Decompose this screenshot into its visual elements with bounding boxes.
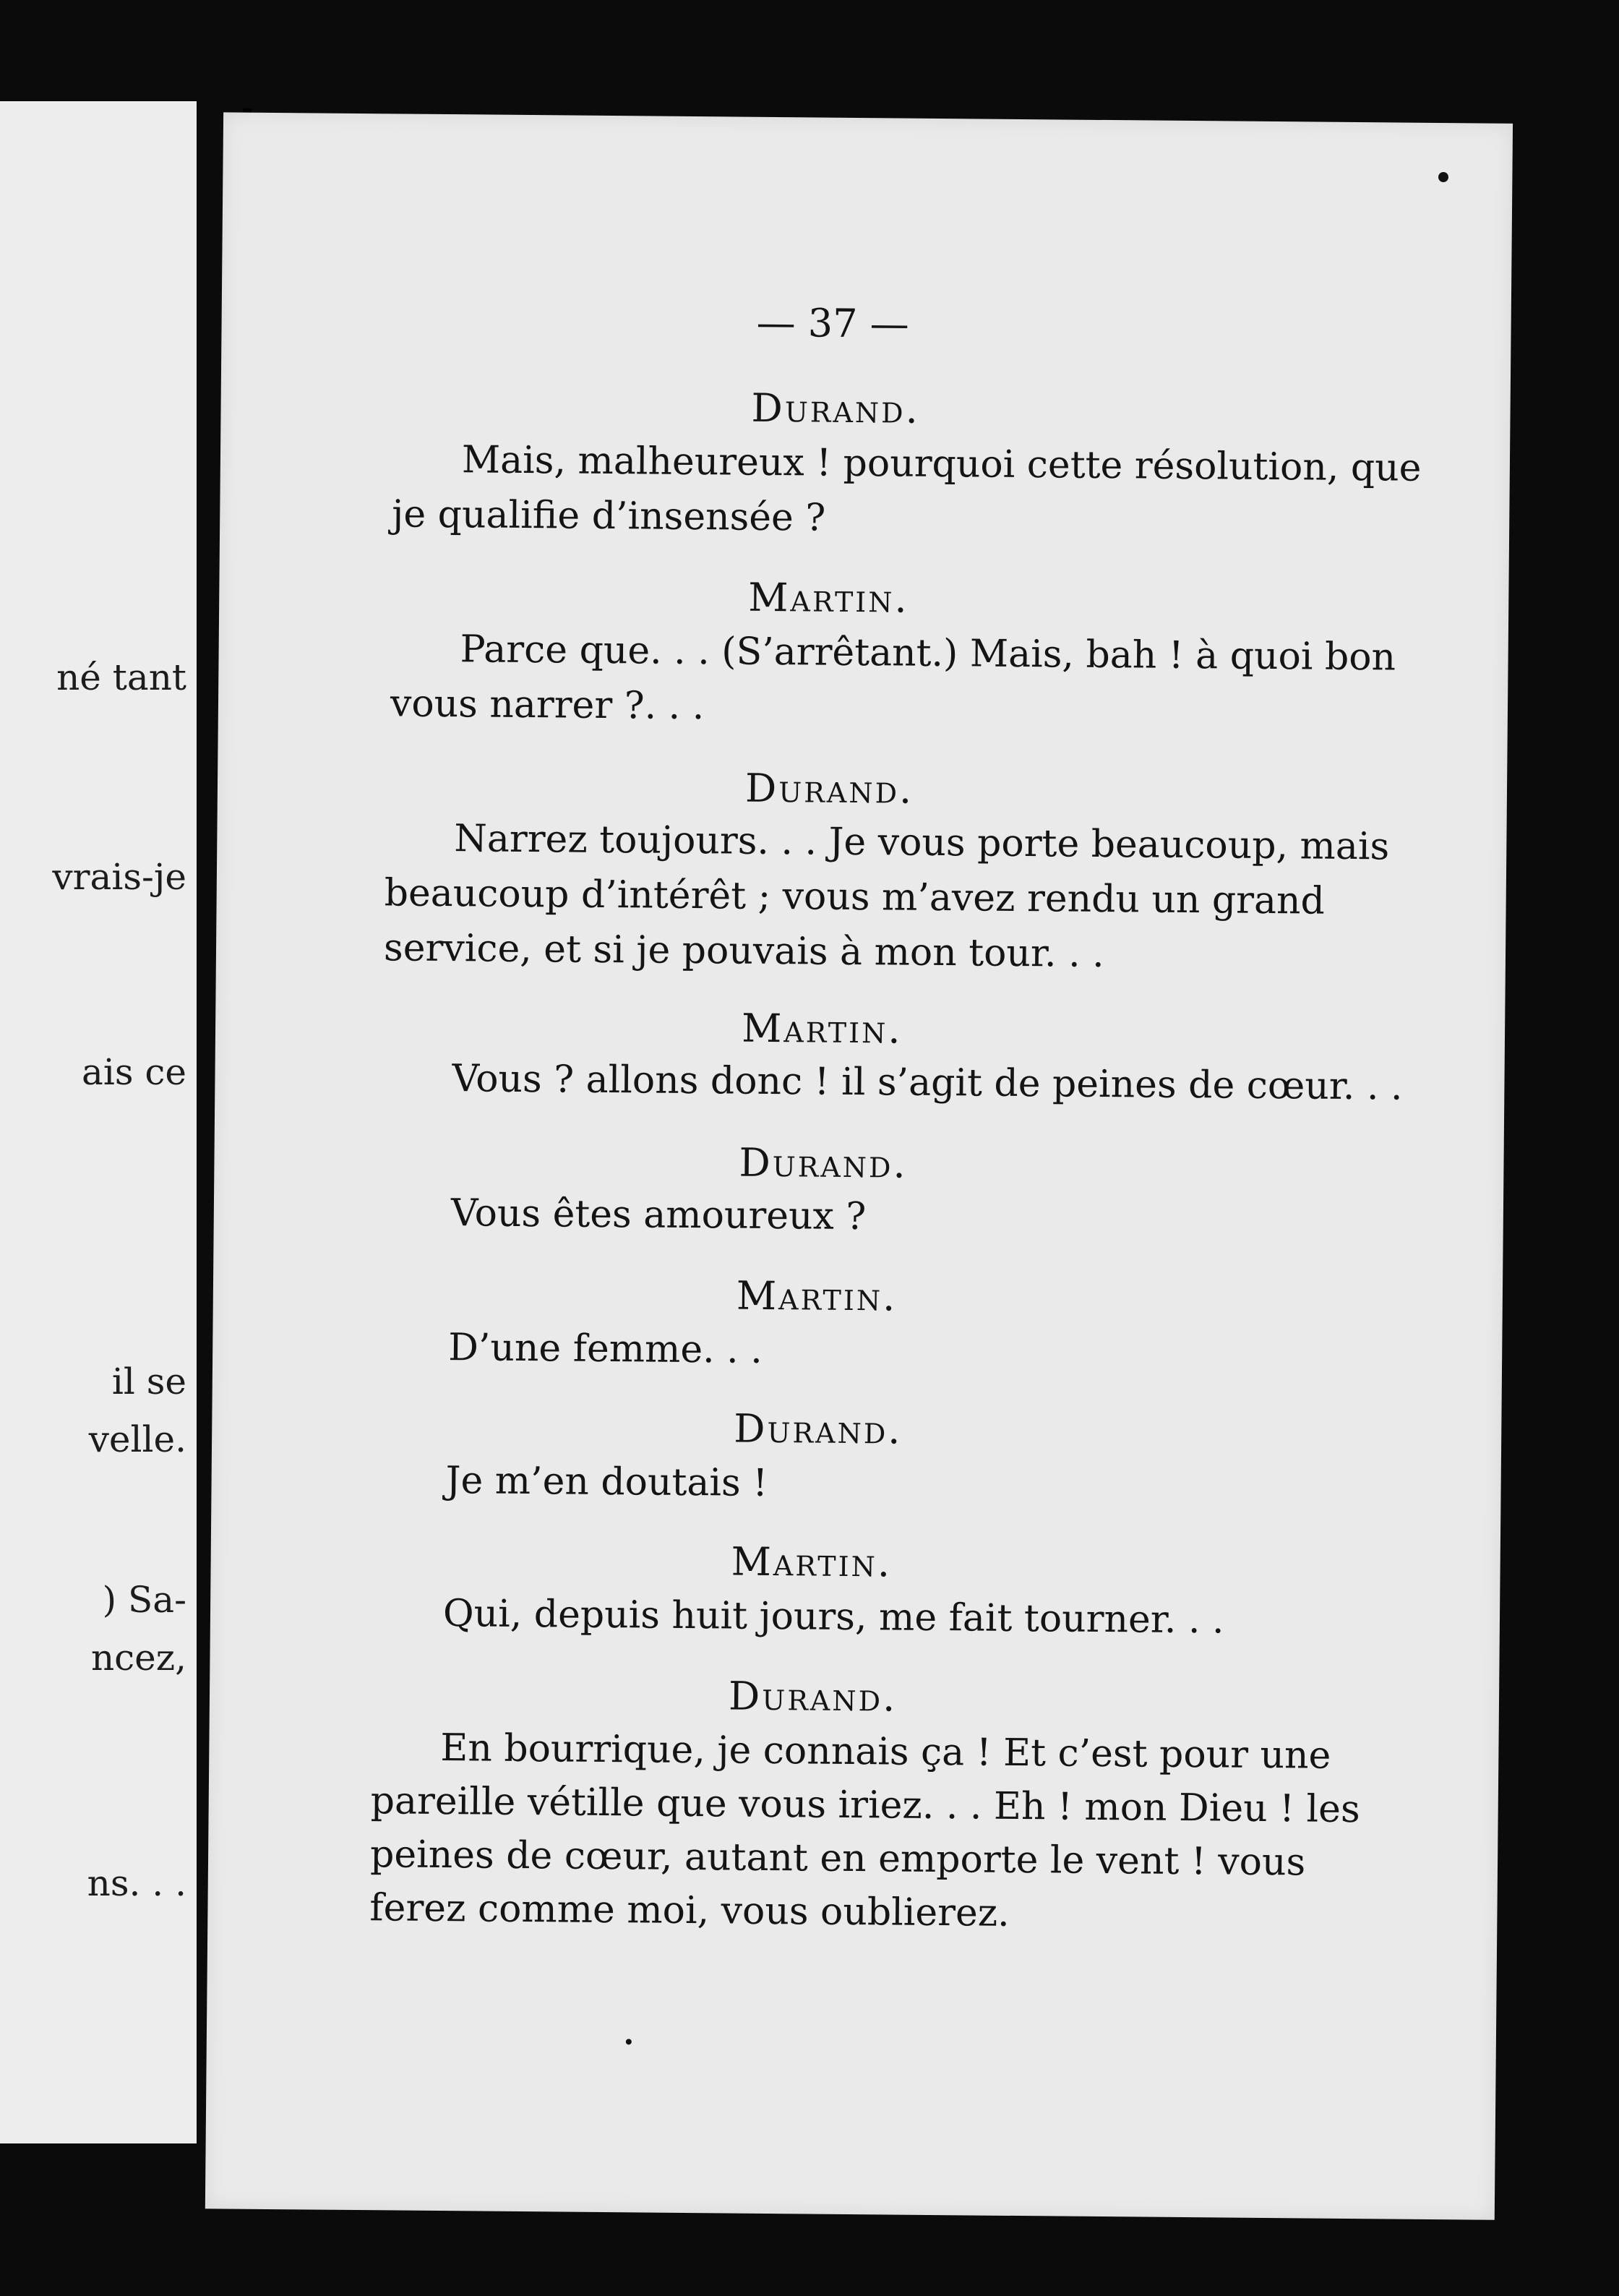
speaker-name: Durand.: [728, 1673, 898, 1721]
speaker-name: Martin.: [736, 1272, 898, 1320]
left-page-line: vrais-je: [52, 856, 186, 898]
speaker-name: Martin.: [741, 1005, 903, 1053]
dialogue-line: D’une femme. . .: [447, 1326, 763, 1372]
dialogue-line: peines de cœur, autant en emporte le vent ! vous: [369, 1833, 1306, 1885]
speaker-name: Durand.: [744, 765, 914, 813]
dialogue-line: Qui, depuis huit jours, me fait tourner. . .: [442, 1592, 1224, 1642]
page-number: — 37 —: [756, 299, 909, 347]
book-page: [205, 112, 1513, 2219]
dialogue-line: Parce que. . . (S’arrêtant.) Mais, bah ! à quoi bon: [460, 627, 1396, 680]
dialogue-line: En bourrique, je connais ça ! Et c’est pour une: [440, 1726, 1331, 1778]
dialogue-line: ferez comme moi, vous oublierez.: [369, 1886, 1010, 1935]
speaker-name: Durand.: [733, 1405, 903, 1453]
speaker-name: Martin.: [748, 574, 910, 622]
dialogue-line: service, et si je pouvais à mon tour. . .: [383, 926, 1104, 977]
speck: [1438, 172, 1448, 182]
previous-page-fragment: [0, 101, 197, 2143]
speaker-name: Martin.: [731, 1538, 893, 1586]
dialogue-line: je qualifie d’insensée ?: [392, 492, 826, 540]
left-page-line: ncez,: [90, 1637, 186, 1679]
dialogue-line: Mais, malheureux ! pourquoi cette résolution, que: [461, 438, 1422, 490]
dialogue-line: Vous êtes amoureux ?: [450, 1191, 867, 1239]
dialogue-line: Je m’en doutais !: [445, 1459, 768, 1505]
left-page-line: il se: [111, 1361, 186, 1402]
left-page-line: velle.: [88, 1418, 186, 1460]
left-page-line: ns. . .: [87, 1862, 186, 1904]
speaker-name: Durand.: [739, 1139, 909, 1187]
left-page-line: ais ce: [82, 1051, 186, 1093]
dialogue-line: Vous ? allons donc ! il s’agit de peines de cœur. . .: [452, 1057, 1403, 1109]
speaker-name: Durand.: [751, 385, 921, 432]
dialogue-line: beaucoup d’intérêt ; vous m’avez rendu un grand: [384, 871, 1326, 923]
dialogue-line: Narrez toujours. . . Je vous porte beaucoup, mais: [454, 817, 1390, 869]
left-page-line: ) Sa-: [102, 1579, 186, 1621]
speck: [626, 2039, 632, 2044]
left-page-line: né tant: [56, 656, 186, 698]
page-content: [205, 112, 1513, 2219]
dialogue-line: vous narrer ?. . .: [390, 682, 705, 729]
dialogue-line: pareille vétille que vous iriez. . . Eh ! mon Dieu ! les: [370, 1779, 1360, 1832]
